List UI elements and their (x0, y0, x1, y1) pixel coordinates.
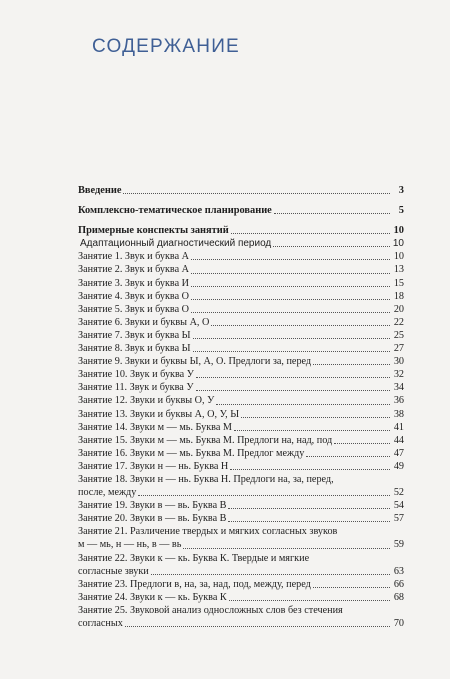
toc-entry[interactable] (78, 499, 404, 512)
dot-leader (191, 299, 390, 300)
dot-leader (216, 404, 390, 405)
toc-entry-page: 41 (393, 421, 404, 433)
dot-leader (191, 286, 390, 287)
toc-entry[interactable] (78, 434, 404, 447)
toc-entry-page: 70 (393, 618, 404, 629)
toc-entry-page: 49 (393, 460, 404, 472)
toc-entry-page: 34 (393, 382, 404, 394)
toc-entry-continuation[interactable] (78, 617, 404, 630)
toc-entry-title: Занятие 20. Звуки в — вь. Буква В (78, 513, 227, 525)
toc-entry-page: 25 (393, 329, 404, 341)
toc-entry[interactable] (78, 578, 404, 591)
dot-leader (193, 338, 390, 339)
toc-entry-page: 30 (393, 356, 404, 368)
toc-entry-page: 47 (393, 447, 404, 459)
toc-entry-title: Введение (78, 185, 122, 196)
toc-entry-title: Занятие 7. Звук и буква Ы (78, 329, 191, 341)
toc-entry-first-line[interactable]: Занятие 18. Звуки н — нь. Буква Н. Предлоги на, за, перед, (78, 473, 334, 485)
toc-entry-page: 32 (393, 369, 404, 381)
toc-entry-first-line[interactable]: Занятие 25. Звуковой анализ односложных слов без стечения (78, 604, 343, 616)
toc-entry-page: 63 (393, 565, 404, 577)
toc-entry-page: 3 (398, 185, 404, 196)
dot-leader (151, 574, 390, 575)
toc-entry-title: согласные звуки (78, 565, 149, 577)
toc-entry[interactable] (78, 460, 404, 473)
dot-leader (306, 456, 390, 457)
toc-entry[interactable] (78, 381, 404, 394)
toc-entry[interactable] (78, 316, 404, 329)
dot-leader (229, 600, 390, 601)
toc-entry-first-line[interactable]: Занятие 22. Звуки к — кь. Буква К. Твердые и мягкие (78, 552, 310, 564)
toc-entry-title: Занятие 16. Звуки м — мь. Буква М. Предлог между (78, 447, 305, 459)
dot-leader (334, 443, 390, 444)
dot-leader (234, 430, 390, 431)
toc-entry-page: 68 (393, 591, 404, 603)
toc-entry-title: Занятие 8. Звук и буква Ы (78, 343, 191, 355)
dot-leader (183, 548, 390, 549)
toc-entry-title: согласных (78, 618, 123, 629)
toc-entry-title: Адаптационный диагностический период (80, 238, 272, 250)
toc-entry-page: 10 (393, 225, 404, 237)
dot-leader (196, 377, 390, 378)
toc-entry-page: 10 (392, 238, 404, 250)
toc-entry-page: 18 (393, 290, 404, 302)
toc-entry-title: м — мь, н — нь, в — вь (78, 539, 182, 551)
toc-entry-title: Занятие 14. Звуки м — мь. Буква М (78, 421, 232, 433)
dot-leader (193, 351, 390, 352)
toc-entry-title: Занятие 3. Звук и буква И (78, 277, 190, 289)
dot-leader (211, 325, 390, 326)
toc-entry[interactable] (78, 290, 404, 303)
toc-entry-page: 44 (393, 434, 404, 446)
toc-entry[interactable] (78, 394, 404, 407)
dot-leader (191, 312, 390, 313)
dot-leader (191, 273, 390, 274)
dot-leader (313, 587, 390, 588)
toc-entry-page: 36 (393, 395, 404, 407)
dot-leader (191, 259, 390, 260)
toc-entry-title: Занятие 12. Звуки и буквы О, У (78, 395, 215, 407)
toc-entry-title: после, между (78, 487, 137, 499)
toc-entry-title: Занятие 13. Звуки и буквы А, О, У, Ы (78, 408, 240, 420)
toc-entry[interactable] (78, 204, 404, 217)
toc-entry-continuation[interactable] (78, 486, 404, 499)
toc-entry[interactable] (78, 591, 404, 604)
toc-entry-continuation[interactable] (78, 565, 404, 578)
dot-leader (273, 246, 390, 247)
dot-leader (125, 626, 390, 627)
toc-entry-title: Занятие 17. Звуки н — нь. Буква Н (78, 460, 229, 472)
toc-entry-page: 10 (393, 251, 404, 263)
toc-entry[interactable] (78, 329, 404, 342)
toc-entry-title: Занятие 9. Звуки и буквы Ы, А, О. Предлоги за, перед (78, 356, 312, 368)
toc-entry-title: Занятие 10. Звук и буква У (78, 369, 194, 381)
toc-entry-page: 15 (393, 277, 404, 289)
dot-leader (230, 469, 390, 470)
toc-entry-page: 54 (393, 500, 404, 512)
toc-entry[interactable] (78, 184, 404, 197)
toc-entry-title: Занятие 19. Звуки в — вь. Буква В (78, 500, 227, 512)
toc-entry-title: Занятие 2. Звук и буква А (78, 264, 190, 276)
toc-entry[interactable] (78, 368, 404, 381)
toc-entry-page: 52 (393, 487, 404, 499)
toc-entry-title: Занятие 23. Предлоги в, на, за, над, под, между, перед (78, 578, 311, 590)
toc-entry[interactable] (78, 421, 404, 434)
toc-entry-title: Примерные конспекты занятий (78, 225, 229, 237)
toc-entry[interactable] (78, 277, 404, 290)
dot-leader (313, 364, 390, 365)
toc-entry[interactable] (78, 303, 404, 316)
toc-entry[interactable] (78, 447, 404, 460)
toc-entry-page: 13 (393, 264, 404, 276)
toc-entry[interactable] (78, 408, 404, 421)
toc-entry-page: 57 (393, 513, 404, 525)
toc-entry-title: Занятие 15. Звуки м — мь. Буква М. Предлоги на, над, под (78, 434, 333, 446)
table-of-contents (78, 184, 404, 630)
toc-entry-page: 5 (398, 205, 404, 217)
toc-entry-title: Комплексно-тематическое планирование (78, 205, 272, 217)
toc-entry-page: 20 (393, 303, 404, 315)
toc-entry[interactable] (78, 237, 404, 250)
toc-entry-page: 27 (393, 343, 404, 355)
toc-entry[interactable] (78, 250, 404, 263)
dot-leader (196, 390, 390, 391)
toc-entry-title: Занятие 6. Звуки и буквы А, О (78, 316, 210, 328)
page-title: СОДЕРЖАНИЕ (92, 36, 240, 57)
toc-entry-continuation[interactable] (78, 538, 404, 551)
dot-leader (231, 233, 390, 234)
toc-entry[interactable] (78, 342, 404, 355)
toc-entry-title: Занятие 5. Звук и буква О (78, 303, 190, 315)
toc-entry[interactable] (78, 263, 404, 276)
toc-entry-page: 22 (393, 316, 404, 328)
toc-entry[interactable] (78, 224, 404, 237)
dot-leader (228, 508, 390, 509)
toc-entry-title: Занятие 1. Звук и буква А (78, 251, 190, 263)
toc-entry-page: 38 (393, 408, 404, 420)
dot-leader (274, 213, 390, 214)
toc-entry-first-line[interactable]: Занятие 21. Различение твердых и мягких согласных звуков (78, 526, 338, 538)
toc-entry-title: Занятие 11. Звук и буква У (78, 382, 194, 394)
toc-entry-title: Занятие 24. Звуки к — кь. Буква К (78, 591, 227, 603)
toc-entry[interactable] (78, 355, 404, 368)
toc-entry[interactable] (78, 512, 404, 525)
toc-entry-page: 59 (393, 539, 404, 551)
toc-entry-page: 66 (393, 578, 404, 590)
dot-leader (228, 521, 390, 522)
dot-leader (138, 495, 390, 496)
toc-entry-title: Занятие 4. Звук и буква О (78, 290, 190, 302)
dot-leader (241, 417, 390, 418)
dot-leader (123, 193, 390, 194)
